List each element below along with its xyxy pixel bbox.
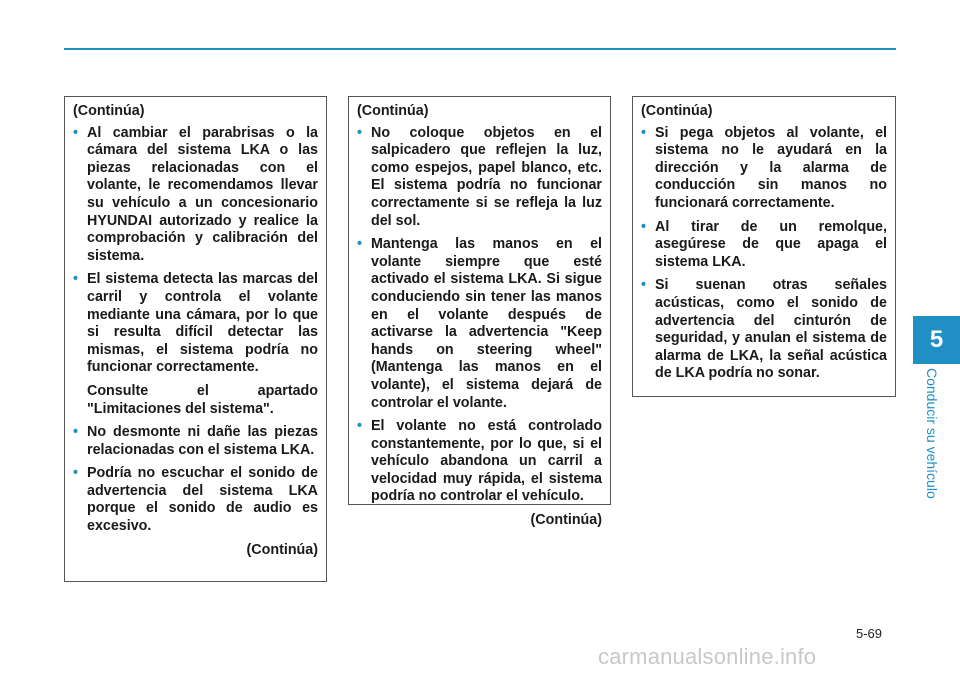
- bullet-item: • El volante no está controlado constantemente, por lo que, si el vehículo abandona un carril a velocidad muy rápida, el sistema podría no controlar el vehículo.: [357, 418, 602, 505]
- box-tail: (Continúa): [246, 541, 318, 558]
- bullet-dot-icon: •: [73, 271, 79, 288]
- box-head: (Continúa): [357, 103, 429, 119]
- watermark: carmanualsonline.info: [598, 644, 817, 669]
- bullet-dot-icon: •: [73, 424, 79, 441]
- bullet-item: • No coloque objetos en el salpicadero que reflejen la luz, como espejos, papel blanco, etc. El sistema podría no funcionar correctamente si se refleja la luz del sol.: [357, 124, 602, 229]
- bullet-dot-icon: •: [73, 465, 79, 482]
- bullet-item: • No desmonte ni dañe las piezas relacionadas con el sistema LKA.: [73, 424, 318, 458]
- bullet-dot-icon: •: [641, 218, 647, 235]
- bullet-dot-icon: •: [73, 124, 79, 141]
- bullet-item: • Al tirar de un remolque, asegúrese de que apaga el sistema LKA.: [641, 218, 887, 270]
- bullet-item: • Mantenga las manos en el volante siempre que esté activado el sistema LKA. Si sigue conduciendo sin tener las manos en el volante después de activarse la advertencia "Keep hands on steering wheel"(Mantenga las manos en el volante), el sistema dejará de controlar el volante.: [357, 236, 602, 411]
- bullet-item: • Si pega objetos al volante, el sistema no le ayudará en la dirección y la alarma de conducción sin manos no funcionará correctamente.: [641, 124, 887, 211]
- bullet-item: • El sistema detecta las marcas del carril y controla el volante mediante una cámara, por lo que si resulta difícil detectar las mismas, el sistema podría no funcionar correctamente.: [73, 271, 318, 376]
- warning-box-2: [348, 96, 611, 529]
- header-rule: [64, 48, 896, 50]
- bullet-dot-icon: •: [357, 236, 363, 253]
- warning-box-1: [64, 96, 327, 582]
- box-head: (Continúa): [73, 103, 145, 119]
- note-item: Consulte el apartado "Limitaciones del sistema".: [87, 382, 318, 417]
- chapter-title: Conducir su vehículo: [924, 368, 940, 499]
- bullet-dot-icon: •: [357, 418, 363, 435]
- bullet-item: • Podría no escuchar el sonido de advertencia del sistema LKA porque el sonido de audio es excesivo.: [73, 465, 318, 535]
- bullet-dot-icon: •: [357, 124, 363, 141]
- chapter-number-tab: 5: [913, 316, 960, 364]
- bullet-dot-icon: •: [641, 277, 647, 294]
- bullet-item: • Si suenan otras señales acústicas, como el sonido de advertencia del cinturón de seguridad, y anulan el sistema de alarma de LKA, la señal acústica de LKA podría no sonar.: [641, 277, 887, 382]
- warning-box-3: [632, 96, 896, 397]
- box-tail: (Continúa): [530, 512, 602, 529]
- box-head: (Continúa): [641, 103, 713, 119]
- page-number: 5-69: [856, 626, 883, 641]
- bullet-item: • Al cambiar el parabrisas o la cámara del sistema LKA o las piezas relacionadas con el volante, le recomendamos llevar su vehículo a un concesionario HYUNDAI autorizado y realice la comprobación y calibración del sistema.: [73, 124, 318, 264]
- bullet-dot-icon: •: [641, 124, 647, 141]
